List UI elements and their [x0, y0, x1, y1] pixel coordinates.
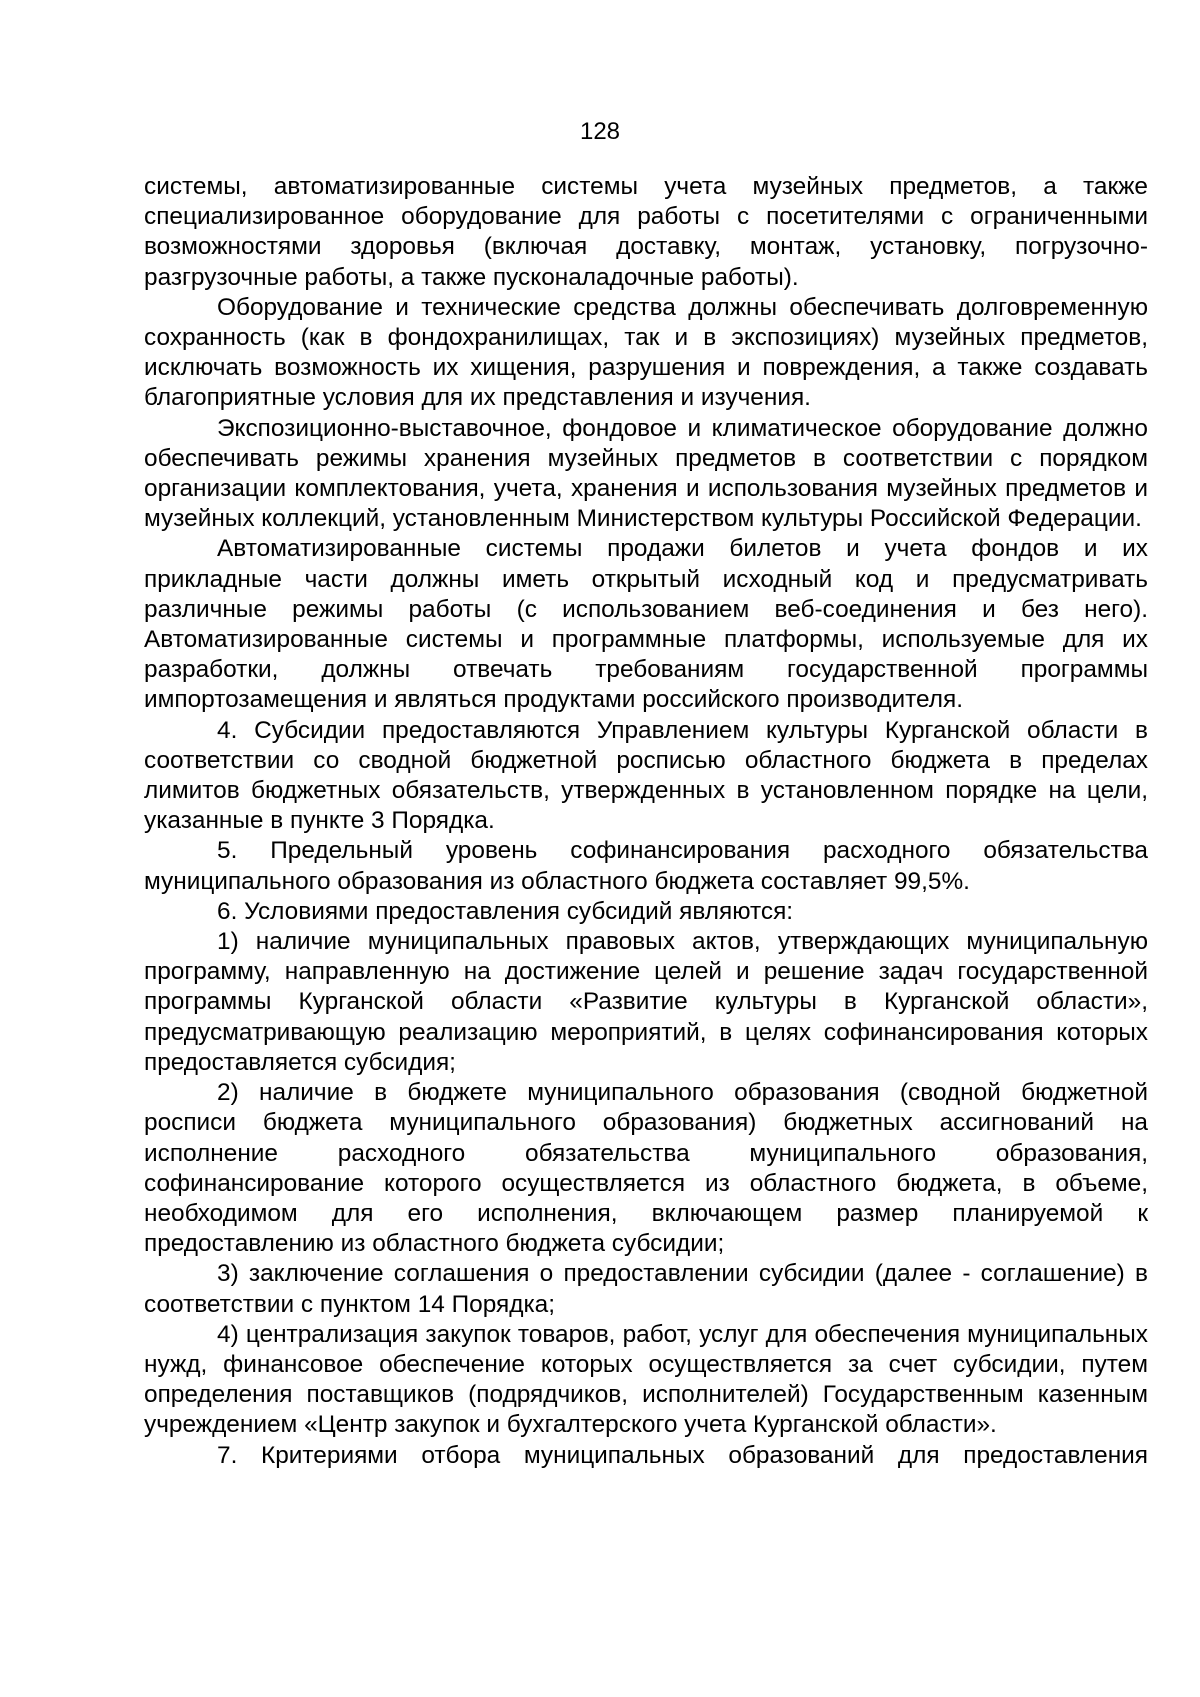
paragraph-item-6: 6. Условиями предоставления субсидий являются: — [217, 897, 794, 925]
paragraph-systems-equipment: системы, автоматизированные системы учета музейных предметов, а также специализированное оборудование для работы с посетителями с ограниченными возможностями здоровья (включая доставку, монтаж, установку, погрузочно-разгрузочные работы, а также пусконаладочные работы). — [144, 173, 1148, 291]
paragraph-exhibition-equipment: Экспозиционно-выставочное, фондовое и климатическое оборудование должно обеспечивать режимы хранения музейных предметов в соответствии с порядком организации комплектования, учета, хранения и использования музейных предметов и музейных коллекций, установленным Министерством культуры Российской Федерации. — [144, 414, 1148, 533]
paragraph-equipment-requirements: Оборудование и технические средства должны обеспечивать долговременную сохранность (как в фондохранилищах, так и в экспозициях) музейных предметов, исключать возможность их хищения, разрушения и повреждения, а также создавать благоприятные условия для их представления и изучения. — [144, 293, 1148, 412]
paragraph-condition-2: 2) наличие в бюджете муниципального образования (сводной бюджетной росписи бюджета муниципального образования) бюджетных ассигнований на исполнение расходного обязательства муниципального образования, софинансирование которого осуществляется из областного бюджета, в объеме, необходимом для его исполнения, включающем размер планируемой к предоставлению из областного бюджета субсидии; — [144, 1079, 1148, 1258]
paragraph-item-7: 7. Критериями отбора муниципальных образований для предоставления — [217, 1441, 1148, 1469]
paragraph-automated-systems: Автоматизированные системы продажи билетов и учета фондов и их прикладные части должны иметь открытый исходный код и предусматривать различные режимы работы (с использованием веб-соединения и без него). Автоматизированные системы и программные платформы, используемые для их разработки, должны отвечать требованиям государственной программы импортозамещения и являться продуктами российского производителя. — [144, 535, 1148, 714]
paragraph-item-4: 4. Субсидии предоставляются Управлением культуры Курганской области в соответствии со сводной бюджетной росписью областного бюджета в пределах лимитов бюджетных обязательств, утвержденных в установленном порядке на цели, указанные в пункте 3 Порядка. — [144, 716, 1148, 835]
document-body — [144, 172, 1148, 1471]
page-number: 128 — [579, 118, 621, 145]
paragraph-condition-3: 3) заключение соглашения о предоставлении субсидии (далее - соглашение) в соответствии с пунктом 14 Порядка; — [144, 1260, 1148, 1318]
paragraph-condition-4: 4) централизация закупок товаров, работ, услуг для обеспечения муниципальных нужд, финансовое обеспечение которых осуществляется за счет субсидии, путем определения поставщиков (подрядчиков, исполнителей) Государственным казенным учреждением «Центр закупок и бухгалтерского учета Курганской области». — [144, 1320, 1148, 1439]
paragraph-condition-1: 1) наличие муниципальных правовых актов, утверждающих муниципальную программу, направленную на достижение целей и решение задач государственной программы Курганской области «Развитие культуры в Курганской области», предусматривающую реализацию мероприятий, в целях софинансирования которых предоставляется субсидия; — [144, 928, 1148, 1076]
paragraph-item-5: 5. Предельный уровень софинансирования расходного обязательства муниципального образования из областного бюджета составляет 99,5%. — [144, 837, 1148, 895]
